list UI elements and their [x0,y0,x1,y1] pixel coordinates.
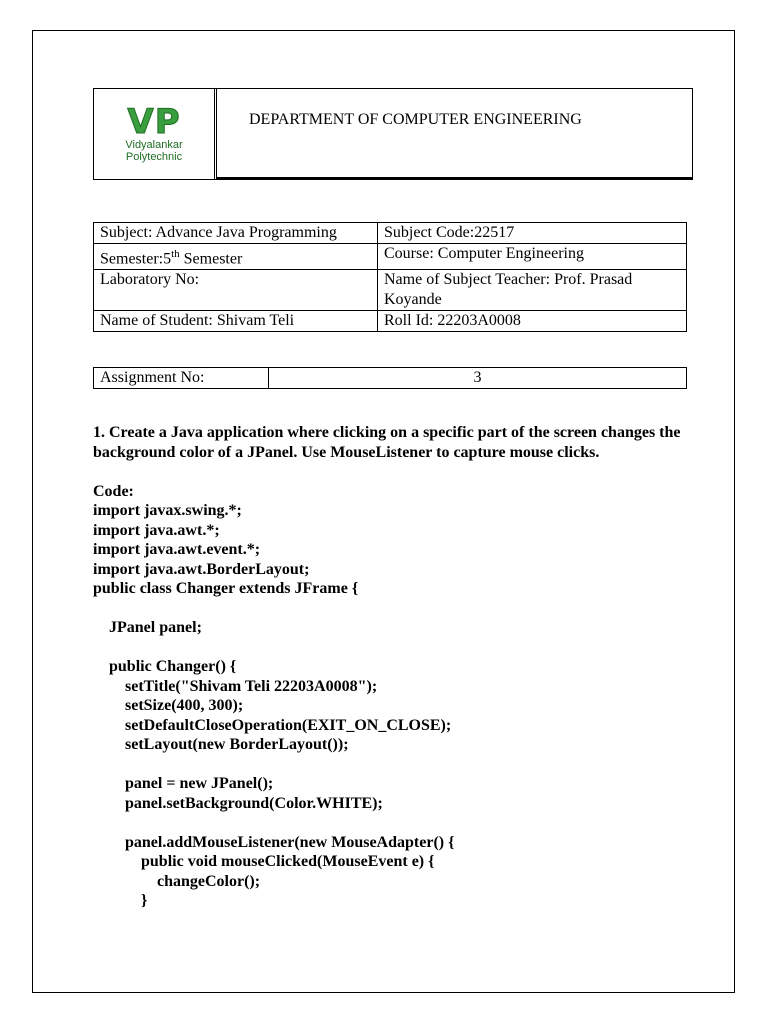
code-lines [93,501,683,911]
code-block [93,482,683,911]
code-line: public void mouseClicked(MouseEvent e) { [93,853,435,870]
logo-line-2: Polytechnic [125,151,183,163]
code-line: public Changer() { [93,658,237,675]
logo-line-1: Vidyalankar [125,139,183,151]
lab-no-cell: Laboratory No: [94,270,378,311]
table-row [94,368,687,389]
table-row [94,244,687,270]
content [93,423,683,911]
code-line: import java.awt.BorderLayout; [93,560,310,578]
semester-cell [94,244,378,270]
code-line: JPanel panel; [93,619,202,636]
code-line: changeColor(); [93,872,261,890]
code-line [93,638,683,658]
code-line: import java.awt.event.*; [93,541,261,558]
code-line [93,599,683,619]
header-box [93,88,693,180]
course-cell: Course: Computer Engineering [378,244,687,270]
semester-suffix: Semester [179,250,243,268]
logo-initials: VP [127,102,181,142]
subject-code-cell: Subject Code:22517 [378,223,687,244]
semester-sup: th [171,248,180,260]
code-line: panel.setBackground(Color.WHITE); [93,794,383,812]
assignment-value: 3 [269,368,687,389]
assignment-table [93,367,687,389]
roll-cell: Roll Id: 22203A0008 [378,311,687,332]
assignment-label: Assignment No: [94,368,269,389]
info-table [93,222,687,332]
code-line [93,755,683,775]
student-cell: Name of Student: Shivam Teli [94,311,378,332]
table-row [94,311,687,332]
code-line: } [93,892,148,909]
code-line: panel = new JPanel(); [93,775,274,792]
department-title: DEPARTMENT OF COMPUTER ENGINEERING [216,89,692,179]
code-line: setSize(400, 300); [93,697,244,714]
code-line: setLayout(new BorderLayout()); [93,736,349,753]
table-row [94,223,687,244]
question-text: 1. Create a Java application where clicking on a specific part of the screen changes the background color of a JPanel. Use MouseListener to capture mouse clicks. [93,424,681,461]
semester-prefix: Semester:5 [100,250,172,268]
code-line: panel.addMouseListener(new MouseAdapter() { [93,833,455,851]
code-label: Code: [93,482,134,500]
table-row [94,270,687,311]
logo [94,89,215,179]
subject-cell: Subject: Advance Java Programming [94,223,378,244]
code-line: setDefaultCloseOperation(EXIT_ON_CLOSE); [93,716,452,734]
code-line: setTitle("Shivam Teli 22203A0008"); [93,677,378,695]
code-line: public class Changer extends JFrame { [93,580,359,597]
code-line: import java.awt.*; [93,521,220,539]
teacher-cell: Name of Subject Teacher: Prof. Prasad Koyande [378,270,687,311]
code-line: import javax.swing.*; [93,502,242,519]
code-line [93,813,683,833]
